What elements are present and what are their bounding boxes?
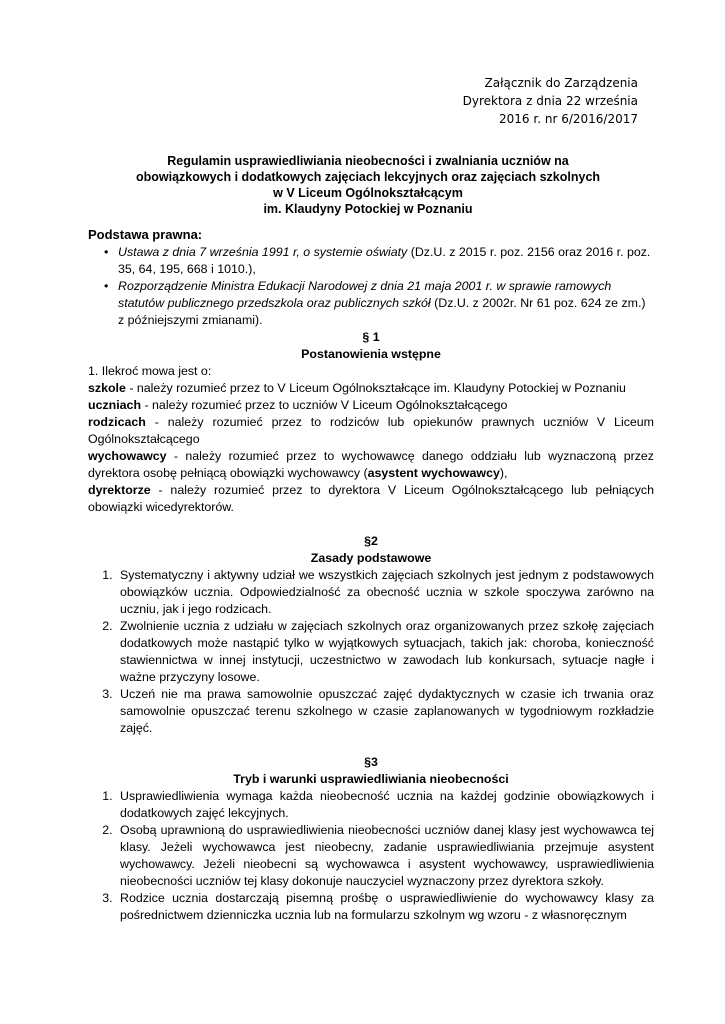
- definition-term: uczniach: [88, 398, 142, 412]
- annex-note: [463, 74, 638, 128]
- definition-text: - należy rozumieć przez to uczniów V Liceum Ogólnokształcącego: [141, 398, 508, 412]
- definition-tail: ),: [499, 466, 508, 480]
- section-2-point: 1. Systematyczny i aktywny udział we wszystkich zajęciach szkolnych jest jednym z podstawowych obowiązków ucznia. Odpowiedzialność za obecność ucznia w szkole spoczywa zarówno na uczniu, jak i jego rodzicach.: [116, 567, 654, 618]
- title-line: im. Klaudyny Potockiej w Poznaniu: [263, 202, 473, 216]
- definition-term: szkole: [88, 381, 126, 395]
- title-line: obowiązkowych i dodatkowych zajęciach lekcyjnych oraz zajęciach szkolnych: [135, 170, 601, 184]
- definition-tutor: [88, 448, 654, 482]
- title-line: Regulamin usprawiedliwiania nieobecności i zwalniania uczniów na: [167, 154, 569, 168]
- definition-school: [88, 380, 654, 397]
- section-1-mark: § 1: [362, 330, 380, 344]
- definition-director: [88, 482, 654, 516]
- section-3-point: 1. Usprawiedliwienia wymaga każda nieobecność ucznia na każdej godzinie obowiązkowych i dodatkowych zajęć lekcyjnych.: [116, 788, 654, 822]
- definition-students: [88, 397, 654, 414]
- annex-line: 2016 r. nr 6/2016/2017: [499, 112, 638, 126]
- section-2-mark: §2: [364, 534, 378, 548]
- section-1-intro: 1. Ilekroć mowa jest o:: [88, 364, 212, 378]
- document-title: [88, 153, 648, 217]
- definition-term: rodzicach: [88, 415, 146, 429]
- legal-act-reference: (Dz.U. z 2015 r. poz. 2156 oraz 2016 r. poz. 35, 64, 195, 668 i 1010.),: [118, 245, 651, 276]
- legal-basis-item: [118, 278, 654, 329]
- section-2-heading: Zasady podstawowe: [310, 551, 432, 565]
- section-2-list: [88, 567, 654, 737]
- section-3-point: 2. Osobą uprawnioną do usprawiedliwienia nieobecności uczniów danej klasy jest wychowawca tej klasy. Jeżeli wychowawca jest nieobecny, zadanie usprawiedliwiania przejmuje asystent wychowawcy. Jeżeli nieobecni są wychowawca i asystent wychowawcy, usprawiedliwienia nieobecności uczniów tej klasy dokonuje nauczyciel wyznaczony przez dyrektora szkoły.: [116, 822, 654, 890]
- section-3-heading: Tryb i warunki usprawiedliwiania nieobecności: [233, 772, 509, 786]
- section-2-point: 2. Zwolnienie ucznia z udziału w zajęciach szkolnych oraz organizowanych przez szkołę zajęciach dodatkowych może nastąpić tylko w wyjątkowych sytuacjach, takich jak: choroba, konieczność stawiennictwa w innej instytucji, uczestnictwo w zawodach lub konkursach, sytuacje nagłe i ważne przyczyny losowe.: [116, 618, 654, 686]
- definition-text: - należy rozumieć przez to wychowawcę danego oddziału lub wyznaczoną przez dyrektora osobę pełniącą obowiązki wychowawcy (: [88, 449, 654, 480]
- legal-act-reference: (Dz.U. z 2002r. Nr 61 poz. 624 ze zm.) z późniejszymi zmianami).: [118, 296, 646, 327]
- definition-text: - należy rozumieć przez to rodziców lub opiekunów prawnych uczniów V Liceum Ogólnokształcącego: [88, 415, 654, 446]
- legal-basis-heading: Podstawa prawna:: [88, 227, 203, 242]
- section-3-mark: §3: [364, 755, 378, 769]
- definition-term: wychowawcy: [88, 449, 167, 463]
- legal-basis-list: [88, 244, 654, 329]
- section-2-point: 3. Uczeń nie ma prawa samowolnie opuszczać zajęć dydaktycznych w czasie ich trwania oraz samowolnie opuszczać terenu szkolnego w czasie zaplanowanych w tygodniowym rozkładzie zajęć.: [116, 686, 654, 737]
- definition-text: - należy rozumieć przez to V Liceum Ogólnokształcące im. Klaudyny Potockiej w Poznaniu: [125, 381, 626, 395]
- legal-basis-item: [118, 244, 654, 278]
- definition-parents: [88, 414, 654, 448]
- annex-line: Dyrektora z dnia 22 września: [462, 94, 638, 108]
- annex-line: Załącznik do Zarządzenia: [484, 76, 638, 90]
- legal-act-title: Rozporządzenie Ministra Edukacji Narodowej z dnia 21 maja 2001 r. w sprawie ramowych statutów publicznego przedszkola oraz publicznych szkół: [118, 279, 612, 310]
- section-3-point: 3. Rodzice ucznia dostarczają pisemną prośbę o usprawiedliwienie do wychowawcy klasy za pośrednictwem dzienniczka ucznia lub na formularzu szkolnym wg wzoru - z własnoręcznym: [116, 890, 654, 924]
- spacer: [88, 737, 654, 754]
- definition-term: dyrektorze: [88, 483, 151, 497]
- definition-text: - należy rozumieć przez to dyrektora V Liceum Ogólnokształcącego lub pełniących obowiązki wicedyrektorów.: [88, 483, 654, 514]
- definition-term-assistant: asystent wychowawcy: [367, 466, 500, 480]
- title-line: w V Liceum Ogólnokształcącym: [273, 186, 463, 200]
- legal-act-title: Ustawa z dnia 7 września 1991 r, o systemie oświaty: [118, 245, 408, 259]
- spacer: [88, 516, 654, 533]
- document-body: [88, 226, 654, 924]
- section-3-list: [88, 788, 654, 924]
- section-1-heading: Postanowienia wstępne: [301, 347, 441, 361]
